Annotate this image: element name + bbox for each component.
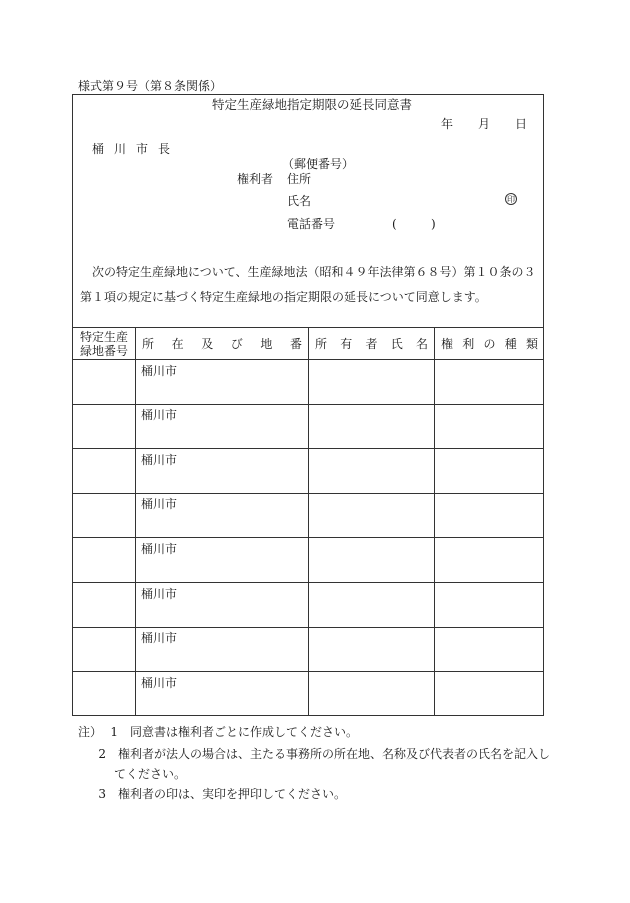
document-title: 特定生産緑地指定期限の延長同意書 xyxy=(212,97,413,112)
table-row-line xyxy=(72,671,544,672)
note-1 xyxy=(78,723,358,740)
table-cell-location: 桶川市 xyxy=(141,587,178,601)
date-day-label: 日 xyxy=(515,117,528,131)
header-owner-char: 所 xyxy=(315,337,328,351)
header-location-char: 在 xyxy=(171,337,184,351)
header-location-char: 及 xyxy=(201,337,214,351)
header-owner-name xyxy=(309,328,434,359)
header-location xyxy=(136,328,308,359)
header-right-char: 権 xyxy=(441,337,454,351)
note-number: 1 xyxy=(110,725,119,739)
header-location-char: 地 xyxy=(260,337,273,351)
table-column-divider xyxy=(308,327,309,716)
note-text: 同意書は権利者ごとに作成してください。 xyxy=(130,725,359,739)
seal-icon: 印 xyxy=(507,195,515,204)
header-right-char: 利 xyxy=(462,337,475,351)
note-text: 権利者の印は、実印を押印してください。 xyxy=(118,787,347,801)
table-cell-location: 桶川市 xyxy=(141,453,178,467)
table-row-line xyxy=(72,404,544,405)
phone-label: 電話番号 xyxy=(287,217,336,231)
table-cell-location: 桶川市 xyxy=(141,676,178,690)
note-2-continued xyxy=(114,765,186,782)
header-owner-char: 有 xyxy=(340,337,353,351)
consent-statement: 次の特定生産緑地について、生産緑地法（昭和４９年法律第６８号）第１０条の３第１項の規定に基づく特定生産緑地の指定期限の延長について同意します。 xyxy=(80,265,536,304)
header-number-line1: 特定生産 xyxy=(79,329,128,344)
phone-paren-close: ) xyxy=(431,217,436,231)
header-location-char: び xyxy=(230,337,243,351)
form-number: 様式第９号（第８条関係） xyxy=(78,79,223,93)
notes-prefix: 注） xyxy=(78,725,103,739)
address-label: 住所 xyxy=(287,172,312,186)
header-owner-char: 者 xyxy=(365,337,378,351)
header-location-char: 番 xyxy=(289,337,302,351)
addressee: 桶川市長 xyxy=(92,142,181,156)
table-cell-location: 桶川市 xyxy=(141,542,178,556)
table-row-line xyxy=(72,537,544,538)
table-cell-location: 桶川市 xyxy=(141,364,178,378)
phone-paren-open: ( xyxy=(392,217,397,231)
header-right-char: の xyxy=(483,337,496,351)
note-2 xyxy=(78,745,550,762)
table-row-line xyxy=(72,359,544,360)
table-row-line xyxy=(72,448,544,449)
right-holder-label: 権利者 xyxy=(237,172,274,186)
table-row-line xyxy=(72,493,544,494)
note-text: 権利者が法人の場合は、主たる事務所の所在地、名称及び代表者の氏名を記入し xyxy=(118,747,551,761)
table-row-line xyxy=(72,627,544,628)
postal-code-label: （郵便番号） xyxy=(282,157,355,171)
header-owner-char: 名 xyxy=(415,337,428,351)
note-3 xyxy=(78,785,346,802)
header-green-space-number xyxy=(73,328,135,359)
table-cell-location: 桶川市 xyxy=(141,631,178,645)
table-cell-location: 桶川市 xyxy=(141,497,178,511)
note-number: 3 xyxy=(98,787,106,801)
table-row-line xyxy=(72,582,544,583)
date-year-label: 年 xyxy=(441,117,454,131)
date-month-label: 月 xyxy=(478,117,491,131)
header-number-line2: 緑地番号 xyxy=(79,343,128,358)
table-column-divider xyxy=(434,327,435,716)
name-label: 氏名 xyxy=(287,194,312,208)
header-right-char: 類 xyxy=(525,337,538,351)
header-right-type xyxy=(435,328,544,359)
header-right-char: 種 xyxy=(504,337,517,351)
table-cell-location: 桶川市 xyxy=(141,408,178,422)
table-column-divider xyxy=(135,327,136,716)
note-number: 2 xyxy=(98,747,106,761)
header-location-char: 所 xyxy=(142,337,155,351)
header-owner-char: 氏 xyxy=(390,337,403,351)
note-text: てください。 xyxy=(114,767,187,781)
